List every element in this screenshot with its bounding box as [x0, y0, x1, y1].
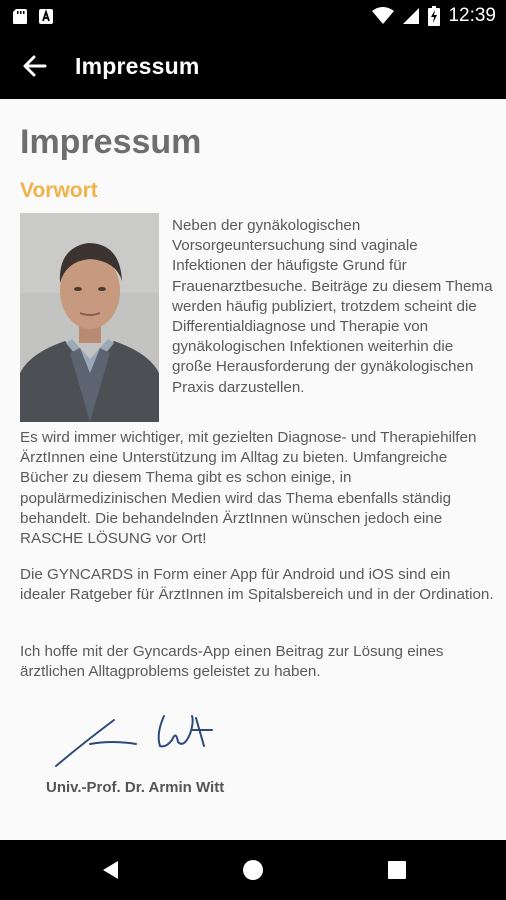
intro-paragraph: Neben der gynäkologischen Vorsorgeuntersuchung sind vaginale Infektionen der häufigste Grund für Frauenarztbesuche. Beiträge zu diesem Thema werden häufig publiziert, trotzdem scheint die Differentialdiagnose und Therapie von gynäkologischen Infektionen weiterhin die große Herausforderung der gynäkologischen Praxis darzustellen.	[172, 217, 493, 396]
status-bar	[0, 0, 506, 33]
status-time: 12:39	[448, 5, 496, 26]
sd-card-icon	[12, 8, 28, 25]
author-portrait	[20, 213, 159, 422]
paragraph-4: Ich hoffe mit der Gyncards-App einen Beitrag zur Lösung eines ärztlichen Alltagproblems geleistet zu haben.	[20, 643, 444, 681]
paragraph-3: Die GYNCARDS in Form einer App für Android und iOS sind ein idealer Ratgeber für ÄrztInnen im Spitalsbereich und in der Ordination.	[20, 566, 494, 604]
notification-a-icon	[38, 8, 54, 25]
navigation-bar	[0, 840, 506, 900]
recents-square-icon[interactable]	[386, 859, 408, 881]
page-title: Impressum	[20, 123, 202, 161]
home-circle-icon[interactable]	[242, 859, 264, 881]
battery-charging-icon	[428, 6, 440, 26]
back-triangle-icon[interactable]	[100, 859, 122, 881]
handwritten-signature	[52, 704, 222, 776]
signal-icon	[402, 7, 420, 25]
app-bar	[0, 33, 506, 99]
paragraph-2: Es wird immer wichtiger, mit gezielten Diagnose- und Therapiehilfen ÄrztInnen eine Unterstützung im Alltag zu bieten. Umfangreiche Bücher zu diesem Thema gibt es schon einige, in populärmedizinischen Medien wird das Thema ebenfalls ständig behandelt. Die behandelnden ÄrztInnen wünschen jedoch eine RASCHE LÖSUNG vor Ort!	[20, 429, 477, 548]
wifi-icon	[372, 7, 394, 25]
section-heading: Vorwort	[20, 179, 98, 202]
app-bar-title: Impressum	[75, 53, 200, 79]
signer-name: Univ.-Prof. Dr. Armin Witt	[46, 779, 225, 796]
content-area[interactable]	[0, 99, 506, 840]
arrow-left-icon[interactable]	[20, 51, 50, 81]
